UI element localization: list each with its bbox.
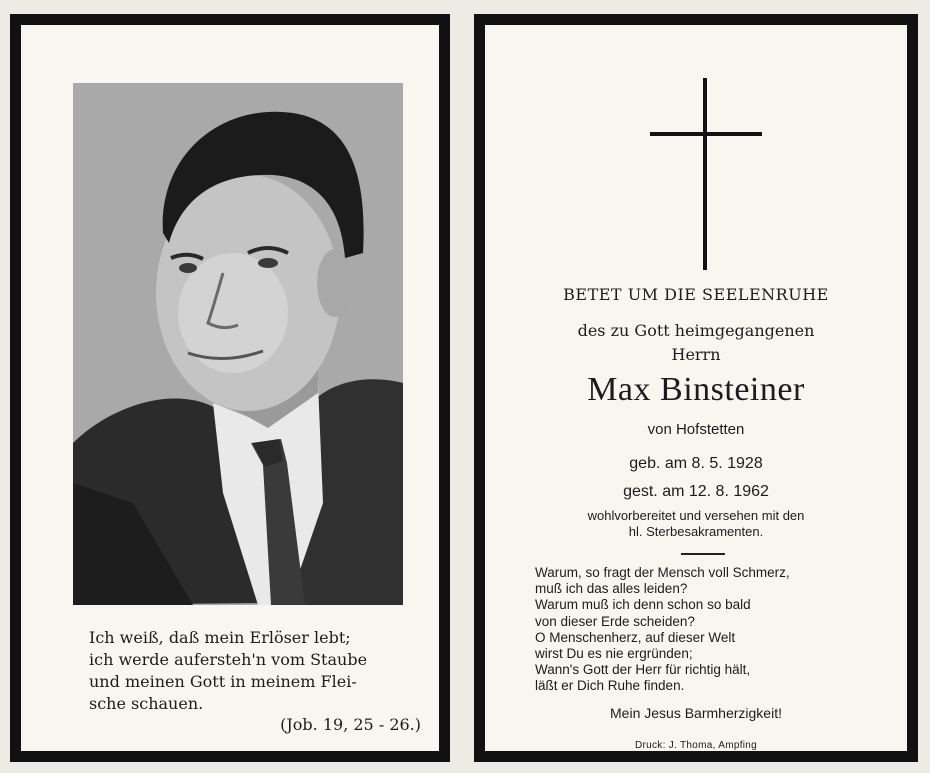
sacrament-line: wohlvorbereitet und versehen mit den <box>587 508 805 523</box>
sacrament-line: hl. Sterbesakramenten. <box>628 524 764 539</box>
cross-icon <box>650 78 762 270</box>
verse-line: sche schauen. <box>89 694 204 713</box>
poem-line: O Menschenherz, auf dieser Welt <box>535 629 736 645</box>
printer-credit: Druck: J. Thoma, Ampfing <box>634 740 758 751</box>
poem-line: Wann's Gott der Herr für richtig hält, <box>535 662 751 678</box>
poem-line: muß ich das alles leiden? <box>535 581 688 597</box>
birth-date: geb. am 8. 5. 1928 <box>629 455 763 472</box>
deceased-name: Max Binsteiner <box>587 371 805 408</box>
poem-line: wirst Du es nie ergründen; <box>535 646 693 662</box>
poem-line: läßt er Dich Ruhe finden. <box>535 678 685 694</box>
closing-prayer: Mein Jesus Barmherzigkeit! <box>610 705 782 721</box>
portrait-photo <box>73 83 403 605</box>
death-date: gest. am 12. 8. 1962 <box>623 483 769 500</box>
divider <box>681 553 725 555</box>
poem-line: Warum, so fragt der Mensch voll Schmerz, <box>535 565 790 580</box>
poem-line: von dieser Erde scheiden? <box>535 613 695 629</box>
left-card-panel <box>10 14 450 762</box>
poem <box>535 565 880 695</box>
prayer-heading: BETET UM DIE SEELENRUHE <box>563 285 829 304</box>
poem-line: Warum muß ich denn schon so bald <box>535 597 751 613</box>
bible-verse <box>89 627 419 715</box>
verse-reference: (Job. 19, 25 - 26.) <box>280 715 421 734</box>
intro-line: des zu Gott heimgegangenen <box>577 321 815 340</box>
title-line: Herrn <box>671 345 721 364</box>
verse-line: ich werde aufersteh'n vom Staube <box>89 650 368 669</box>
right-card-panel <box>474 14 918 762</box>
verse-line: Ich weiß, daß mein Erlöser lebt; <box>89 628 351 647</box>
verse-line: und meinen Gott in meinem Flei- <box>89 672 357 691</box>
origin-line: von Hofstetten <box>647 421 745 438</box>
